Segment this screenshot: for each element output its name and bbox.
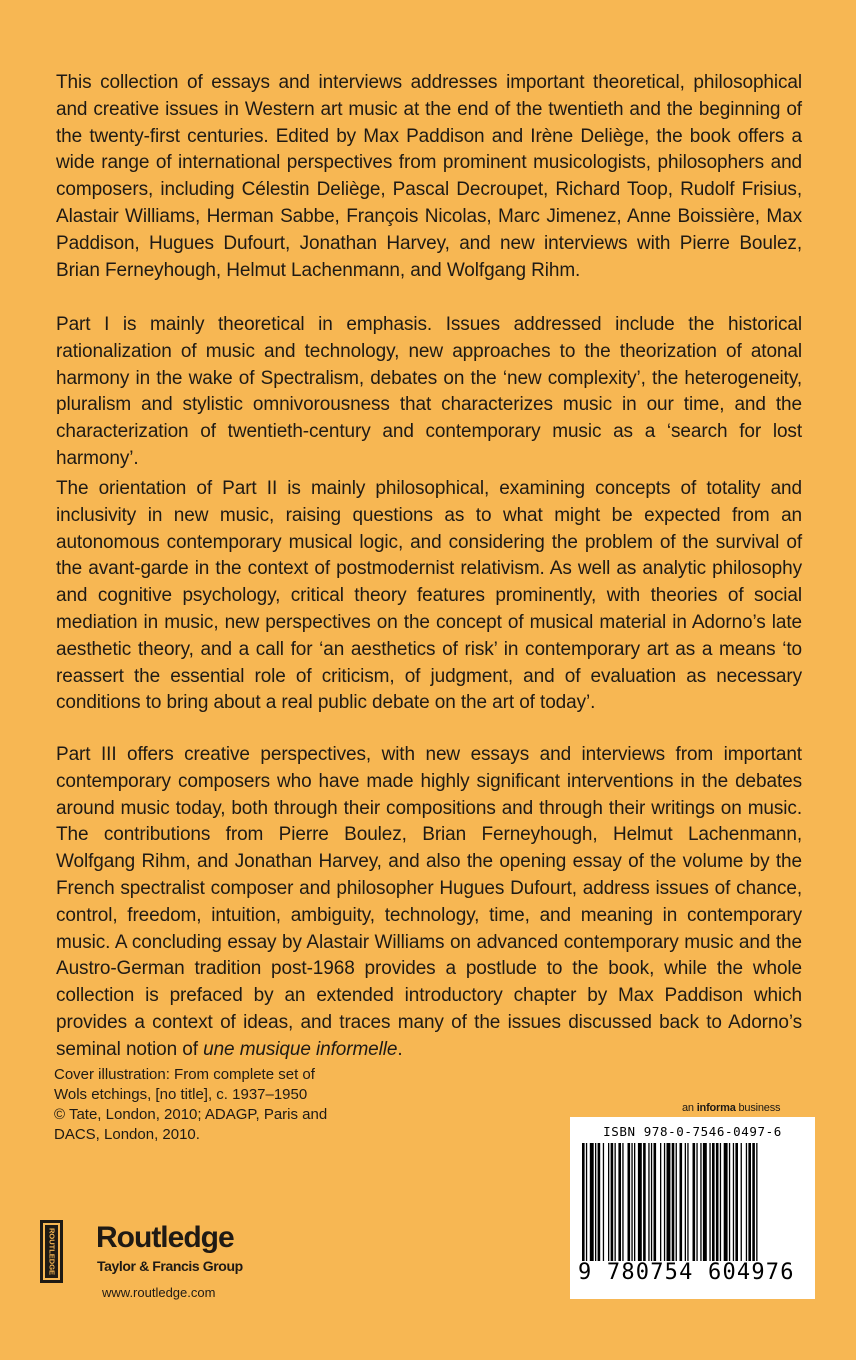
informa-prefix: an — [682, 1102, 697, 1114]
blurb-paragraph-4-italic: une musique informelle — [203, 1038, 398, 1060]
publisher-website: www.routledge.com — [102, 1285, 216, 1300]
blurb-paragraph-4-end: . — [397, 1038, 403, 1060]
blurb-paragraph-2: Part I is mainly theoretical in emphasis. Issues addressed include the historical rationalization of music and technology, new approaches to the theorization of atonal harmony in the wake of Spectralism, debates on the ‘new complexity’, the heterogeneity, pluralism and stylistic omnivorousness that characterizes music in our time, and the characterization of twentieth-century and contemporary music as a ‘search for lost harmony’. — [56, 314, 802, 469]
routledge-logo-icon — [40, 1220, 63, 1283]
credits-line-2: Wols etchings, [no title], c. 1937–1950 — [54, 1086, 308, 1103]
blurb-paragraph-1: This collection of essays and interviews addresses important theoretical, philosophical and creative issues in Western art music at the end of the twentieth and the beginning of the twenty-first centuries. Edited by Max Paddison and Irène Deliège, the book offers a wide range of international perspectives from prominent musicologists, philosophers and composers, including Célestin Deliège, Pascal Decroupet, Richard Toop, Rudolf Frisius, Alastair Williams, Herman Sabbe, François Nicolas, Marc Jimenez, Anne Boissière, Max Paddison, Hugues Dufourt, Jonathan Harvey, and new interviews with Pierre Boulez, Brian Ferneyhough, Helmut Lachenmann, and Wolfgang Rihm. — [56, 72, 802, 281]
blurb-paragraph-4 — [56, 742, 802, 1064]
cover-illustration-credits — [54, 1065, 374, 1145]
publisher-logo-block — [40, 1215, 300, 1285]
informa-suffix: business — [735, 1102, 781, 1114]
blurb-paragraph-4-main: Part III offers creative perspectives, with new essays and interviews from important contemporary composers who have made highly significant interventions in the debates around music today, both through their compositions and through their writings on music. The contributions from Pierre Boulez, Brian Ferneyhough, Helmut Lachenmann, Wolfgang Rihm, and Jonathan Harvey, and also the opening essay of the volume by the French spectralist composer and philosopher Hugues Dufourt, address issues of chance, control, freedom, intuition, ambiguity, technology, time, and meaning in contemporary music. A concluding essay by Alastair Williams on advanced contemporary music and the Austro-German tradition post-1968 provides a postlude to the book, while the whole collection is prefaced by an extended introductory chapter by Max Paddison which provides a context of ideas, and traces many of the issues discussed back to Adorno’s seminal notion of — [56, 744, 802, 1060]
isbn-label: ISBN 978-0-7546-0497-6 — [603, 1124, 782, 1139]
credits-line-1: Cover illustration: From complete set of — [54, 1066, 315, 1083]
barcode-bars — [582, 1143, 803, 1261]
blurb-paragraph-3: The orientation of Part II is mainly philosophical, examining concepts of totality and inclusivity in new music, raising questions as to what might be expected from an autonomous contemporary musical logic, and considering the problem of the survival of the avant-garde in the context of postmodernist relativism. As well as analytic philosophy and cognitive psychology, critical theory features prominently, with theories of social mediation in music, new perspectives on the concept of musical material in Adorno’s late aesthetic theory, and a call for ‘an aesthetics of risk’ in contemporary art as a means ‘to reassert the essential role of criticism, of judgment, and of evaluation as necessary conditions to bring about a real public debate on the art of today’. — [56, 478, 802, 714]
informa-bold: informa — [696, 1102, 736, 1114]
isbn-barcode — [570, 1117, 815, 1299]
informa-business-tagline — [682, 1102, 780, 1114]
publisher-group: Taylor & Francis Group — [97, 1258, 243, 1274]
publisher-name: Routledge — [96, 1221, 234, 1254]
logo-vertical-text: ROUTLEDGE — [47, 1227, 57, 1276]
barcode-digits: 9 780754 604976 — [578, 1260, 795, 1285]
credits-line-3: © Tate, London, 2010; ADAGP, Paris and — [54, 1106, 328, 1123]
credits-line-4: DACS, London, 2010. — [54, 1126, 200, 1143]
